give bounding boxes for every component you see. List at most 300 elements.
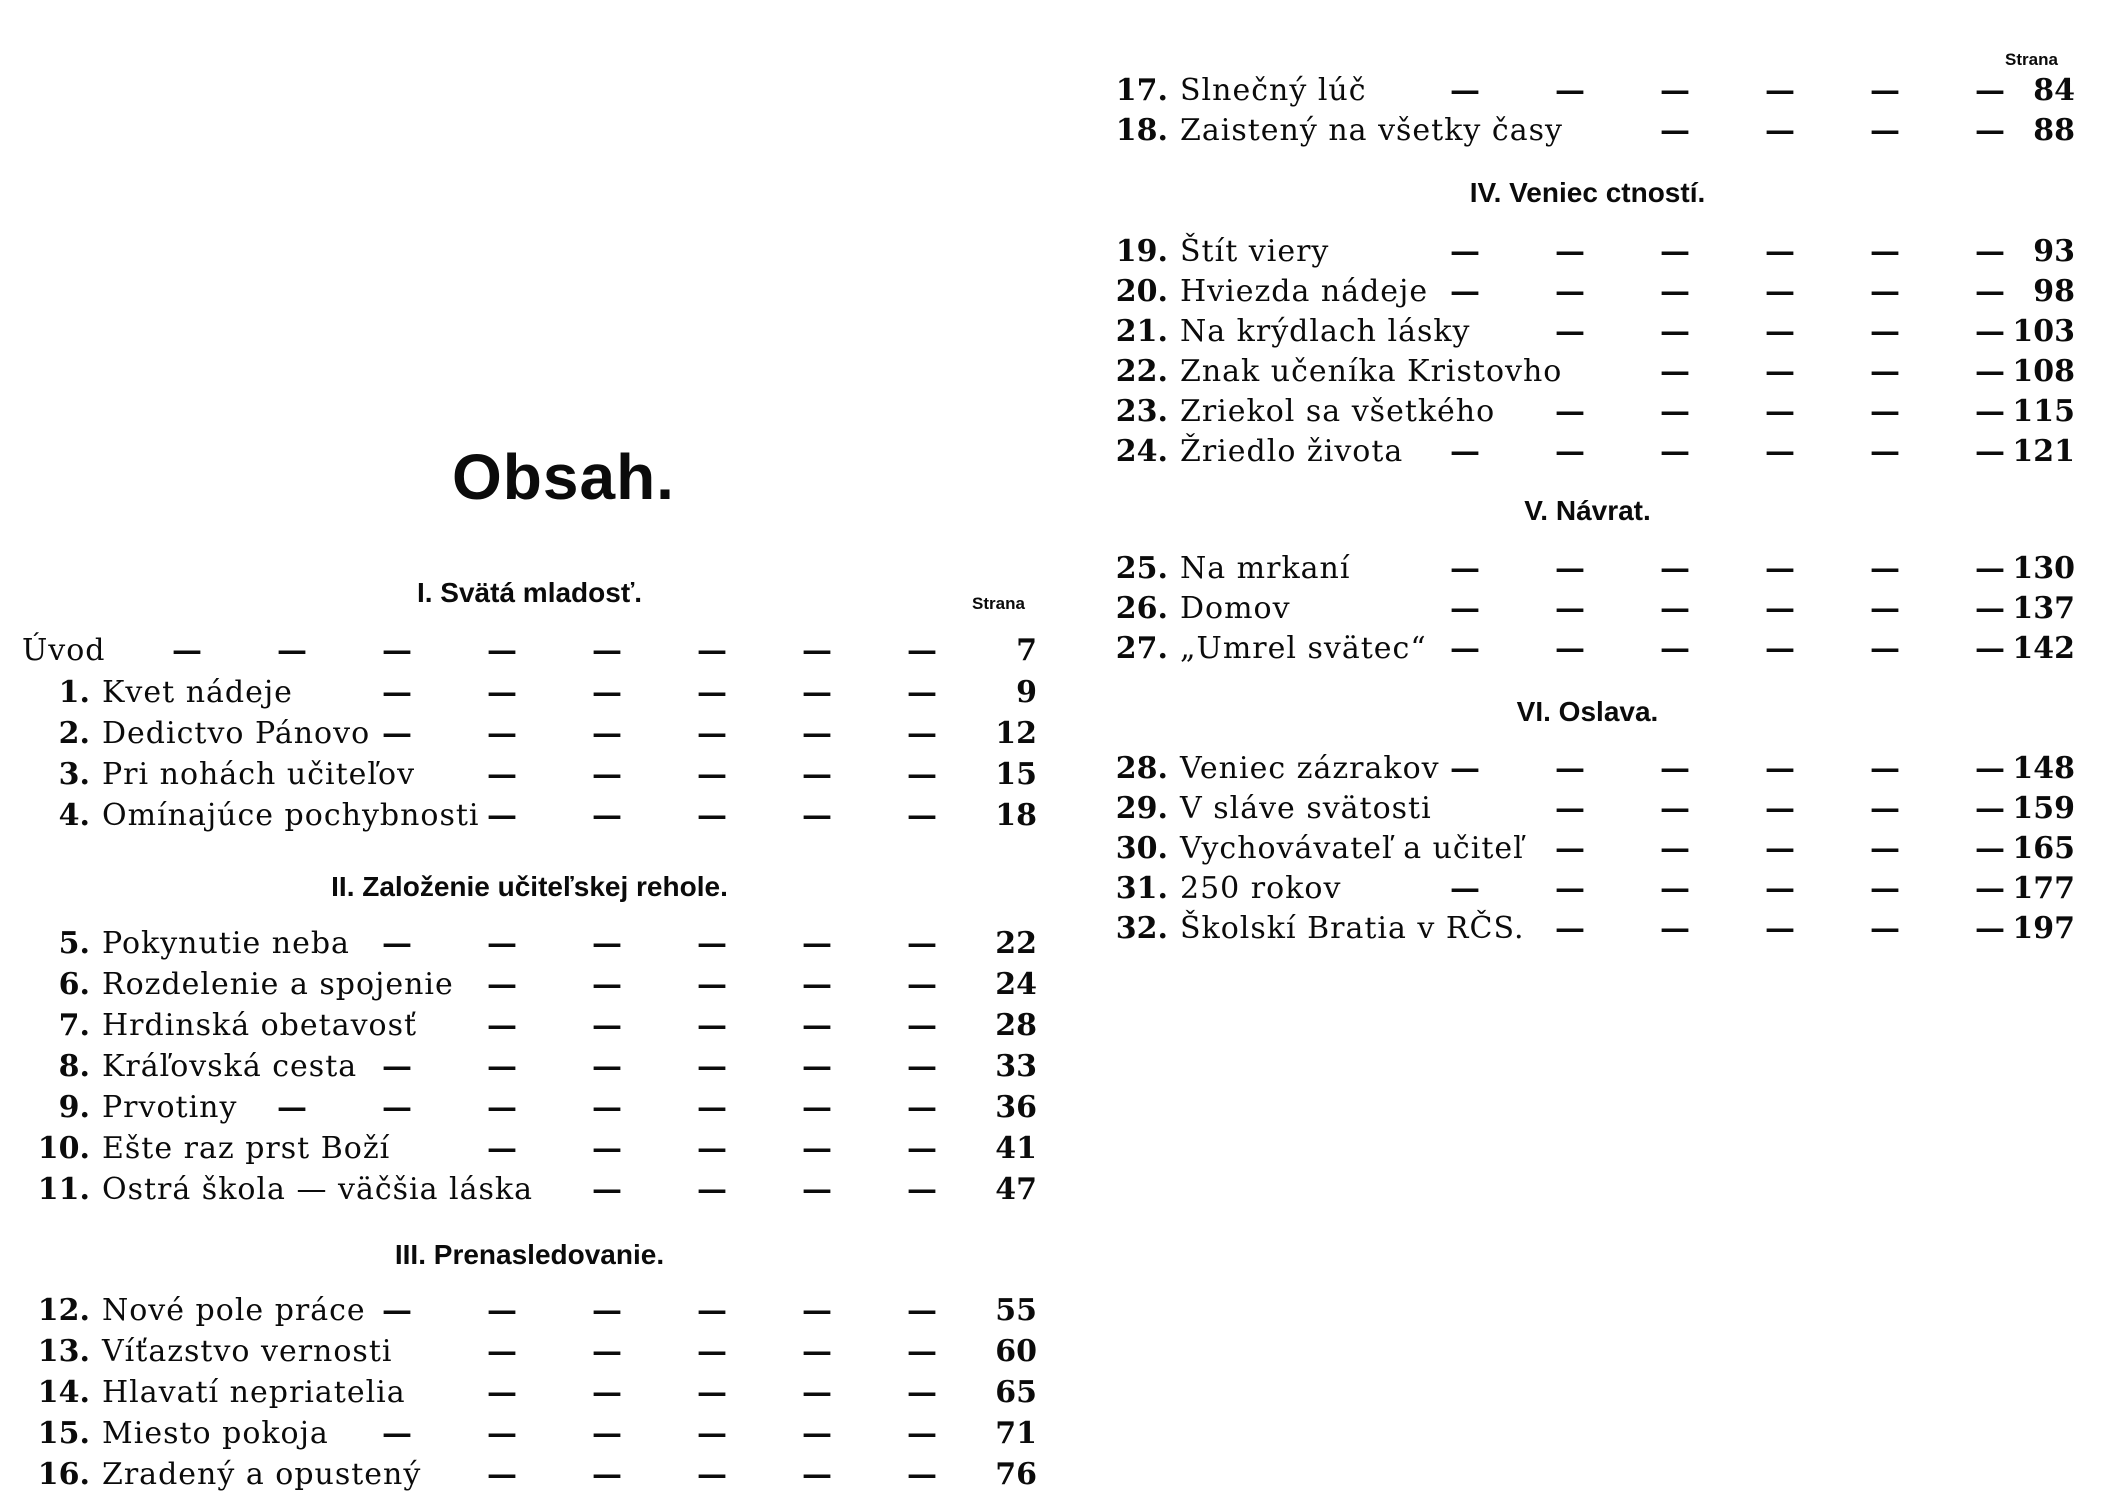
leader-dash: —: [1555, 791, 1585, 826]
entry-number: 10.: [37, 1131, 90, 1166]
entry-title: Nové pole práce: [102, 1293, 366, 1328]
leader-dash: —: [1765, 831, 1795, 866]
leader-dash: —: [1765, 871, 1795, 906]
entry-number: 17.: [1115, 73, 1168, 108]
toc-entry: [22, 965, 1037, 1005]
leader-dash: —: [382, 1416, 412, 1451]
leader-dash: —: [1975, 871, 2005, 906]
leader-dash: —: [1450, 434, 1480, 469]
entry-number: 26.: [1115, 591, 1168, 626]
leader-dash: —: [907, 1131, 937, 1166]
entry-page-number: 84: [2033, 73, 2075, 108]
entry-page-number: 93: [2033, 234, 2075, 269]
leader-dash: —: [1660, 631, 1690, 666]
leader-dash: —: [802, 675, 832, 710]
leader-dash: —: [1765, 434, 1795, 469]
leader-dash: —: [1765, 791, 1795, 826]
entry-title: Školskí Bratia v RČS.: [1180, 911, 1525, 946]
leader-dash: —: [487, 1334, 517, 1369]
leader-dash: —: [697, 798, 727, 833]
entry-title: Znak učeníka Kristovho: [1180, 354, 1563, 389]
toc-entry: [1100, 909, 2075, 949]
leader-dash: —: [1555, 73, 1585, 108]
toc-entry: [22, 1088, 1037, 1128]
entry-title: V sláve svätosti: [1180, 791, 1432, 826]
leader-dash: —: [697, 1090, 727, 1125]
toc-entry: [1100, 432, 2075, 472]
entry-number: 23.: [1115, 394, 1168, 429]
leader-dash: —: [1555, 274, 1585, 309]
toc-entry: [22, 1414, 1037, 1454]
section-heading: I. Svätá mladosť.: [416, 577, 643, 608]
entry-number: 12.: [37, 1293, 90, 1328]
entry-title: Ešte raz prst Boží: [102, 1131, 391, 1166]
leader-dash: —: [1660, 314, 1690, 349]
leader-dash: —: [1450, 871, 1480, 906]
leader-dash: —: [592, 967, 622, 1002]
toc-entry: [1100, 869, 2075, 909]
toc-entry: [1100, 749, 2075, 789]
entry-page-number: 103: [2012, 314, 2075, 349]
toc-entry: [22, 1047, 1037, 1087]
entry-title: Prvotiny: [102, 1090, 238, 1125]
leader-dash: —: [1870, 831, 1900, 866]
entry-title: Rozdelenie a spojenie: [102, 967, 454, 1002]
leader-dash: —: [592, 675, 622, 710]
entry-page-number: 137: [2012, 591, 2075, 626]
entry-number: 5.: [58, 926, 90, 961]
leader-dash: —: [802, 633, 832, 668]
entry-number: 9.: [58, 1090, 90, 1125]
leader-dash: —: [697, 1457, 727, 1492]
leader-dash: —: [907, 1049, 937, 1084]
entry-title: Kvet nádeje: [102, 675, 293, 710]
entry-page-number: 142: [2012, 631, 2075, 666]
leader-dash: —: [592, 633, 622, 668]
leader-dash: —: [802, 1131, 832, 1166]
entry-number: 14.: [37, 1375, 90, 1410]
strana-label-left: Strana: [972, 594, 1025, 613]
leader-dash: —: [697, 675, 727, 710]
leader-dash: —: [592, 798, 622, 833]
entry-number: 2.: [58, 716, 90, 751]
leader-dash: —: [382, 926, 412, 961]
leader-dash: —: [1660, 831, 1690, 866]
leader-dash: —: [592, 1293, 622, 1328]
entry-page-number: 36: [995, 1090, 1037, 1125]
leader-dash: —: [802, 716, 832, 751]
leader-dash: —: [1975, 73, 2005, 108]
toc-entry: [22, 755, 1037, 795]
leader-dash: —: [1660, 591, 1690, 626]
leader-dash: —: [1870, 911, 1900, 946]
leader-dash: —: [1555, 394, 1585, 429]
leader-dash: —: [172, 633, 202, 668]
leader-dash: —: [802, 1457, 832, 1492]
leader-dash: —: [1660, 73, 1690, 108]
leader-dash: —: [1660, 551, 1690, 586]
leader-dash: —: [802, 1416, 832, 1451]
leader-dash: —: [1450, 234, 1480, 269]
entry-title: Pri nohách učiteľov: [102, 757, 416, 792]
leader-dash: —: [1870, 551, 1900, 586]
entry-title: Na mrkaní: [1180, 551, 1351, 586]
leader-dash: —: [1450, 751, 1480, 786]
leader-dash: —: [1450, 551, 1480, 586]
leader-dash: —: [487, 1090, 517, 1125]
leader-dash: —: [1975, 831, 2005, 866]
leader-dash: —: [697, 926, 727, 961]
leader-dash: —: [1975, 551, 2005, 586]
entry-page-number: 28: [995, 1008, 1037, 1043]
leader-dash: —: [907, 1293, 937, 1328]
section-heading: V. Návrat.: [1524, 495, 1651, 526]
leader-dash: —: [1765, 274, 1795, 309]
leader-dash: —: [1555, 234, 1585, 269]
leader-dash: —: [1660, 113, 1690, 148]
entry-title: Miesto pokoja: [102, 1416, 329, 1451]
toc-entry: [22, 714, 1037, 754]
leader-dash: —: [1870, 434, 1900, 469]
leader-dash: —: [1660, 354, 1690, 389]
entry-page-number: 22: [995, 926, 1037, 961]
leader-dash: —: [1975, 911, 2005, 946]
entry-page-number: 33: [995, 1049, 1037, 1084]
leader-dash: —: [697, 1416, 727, 1451]
toc-entry: [22, 673, 1037, 713]
entry-number: 20.: [1115, 274, 1168, 309]
toc-entry: [22, 631, 1037, 671]
entry-title: Žriedlo života: [1180, 434, 1404, 469]
leader-dash: —: [802, 1375, 832, 1410]
leader-dash: —: [1555, 591, 1585, 626]
leader-dash: —: [1555, 831, 1585, 866]
leader-dash: —: [592, 1416, 622, 1451]
entry-page-number: 197: [2012, 911, 2075, 946]
strana-label-right: Strana: [2005, 50, 2058, 69]
leader-dash: —: [1975, 434, 2005, 469]
entry-title: Kráľovská cesta: [102, 1049, 358, 1084]
leader-dash: —: [1975, 631, 2005, 666]
leader-dash: —: [1870, 234, 1900, 269]
leader-dash: —: [1975, 274, 2005, 309]
leader-dash: —: [277, 1090, 307, 1125]
leader-dash: —: [1660, 274, 1690, 309]
leader-dash: —: [1975, 394, 2005, 429]
leader-dash: —: [1660, 911, 1690, 946]
entry-title: Dedictvo Pánovo: [102, 716, 371, 751]
leader-dash: —: [1555, 751, 1585, 786]
entry-page-number: 24: [995, 967, 1037, 1002]
leader-dash: —: [1765, 911, 1795, 946]
entry-title: Štít viery: [1180, 234, 1330, 269]
leader-dash: —: [907, 1334, 937, 1369]
leader-dash: —: [592, 1375, 622, 1410]
toc-entry: [1100, 392, 2075, 432]
leader-dash: —: [1660, 751, 1690, 786]
leader-dash: —: [1765, 631, 1795, 666]
toc-entry: [1100, 829, 2075, 869]
entry-page-number: 115: [2012, 394, 2075, 429]
toc-entry: [1100, 71, 2075, 111]
entry-number: 28.: [1115, 751, 1168, 786]
leader-dash: —: [697, 1008, 727, 1043]
leader-dash: —: [487, 1375, 517, 1410]
leader-dash: —: [592, 1131, 622, 1166]
leader-dash: —: [697, 1131, 727, 1166]
leader-dash: —: [907, 675, 937, 710]
toc-entry: [1100, 312, 2075, 352]
leader-dash: —: [1765, 591, 1795, 626]
leader-dash: —: [487, 1008, 517, 1043]
entry-page-number: 76: [995, 1457, 1037, 1492]
leader-dash: —: [907, 633, 937, 668]
leader-dash: —: [592, 1457, 622, 1492]
leader-dash: —: [1450, 631, 1480, 666]
leader-dash: —: [907, 1416, 937, 1451]
leader-dash: —: [802, 1172, 832, 1207]
toc-entry: [1100, 549, 2075, 589]
leader-dash: —: [697, 967, 727, 1002]
leader-dash: —: [382, 675, 412, 710]
leader-dash: —: [1870, 113, 1900, 148]
entry-title: 250 rokov: [1180, 871, 1342, 906]
entry-number: 21.: [1115, 314, 1168, 349]
leader-dash: —: [382, 1090, 412, 1125]
toc-entry: [1100, 629, 2075, 669]
leader-dash: —: [1555, 911, 1585, 946]
leader-dash: —: [1870, 274, 1900, 309]
entry-title: Hrdinská obetavosť: [102, 1008, 418, 1043]
leader-dash: —: [1870, 871, 1900, 906]
toc-entry: [22, 1332, 1037, 1372]
entry-page-number: 130: [2012, 551, 2075, 586]
entry-page-number: 121: [2012, 434, 2075, 469]
entry-page-number: 159: [2012, 791, 2075, 826]
leader-dash: —: [697, 1293, 727, 1328]
entry-page-number: 12: [995, 716, 1037, 751]
leader-dash: —: [907, 1457, 937, 1492]
leader-dash: —: [1870, 354, 1900, 389]
entry-number: 29.: [1115, 791, 1168, 826]
leader-dash: —: [697, 1049, 727, 1084]
leader-dash: —: [907, 1008, 937, 1043]
leader-dash: —: [487, 757, 517, 792]
leader-dash: —: [1870, 394, 1900, 429]
entry-page-number: 60: [995, 1334, 1037, 1369]
leader-dash: —: [277, 633, 307, 668]
toc-entry: [22, 1291, 1037, 1331]
entry-page-number: 177: [2012, 871, 2075, 906]
entry-number: 13.: [37, 1334, 90, 1369]
toc-entry: [22, 1455, 1037, 1495]
entry-number: 18.: [1115, 113, 1168, 148]
leader-dash: —: [802, 1008, 832, 1043]
leader-dash: —: [1975, 791, 2005, 826]
entry-title: Na krýdlach lásky: [1180, 314, 1471, 349]
leader-dash: —: [802, 1293, 832, 1328]
leader-dash: —: [487, 1049, 517, 1084]
leader-dash: —: [1660, 791, 1690, 826]
section-heading: III. Prenasledovanie.: [394, 1239, 665, 1270]
leader-dash: —: [907, 1090, 937, 1125]
entry-page-number: 9: [1016, 675, 1037, 710]
leader-dash: —: [487, 1416, 517, 1451]
leader-dash: —: [1765, 394, 1795, 429]
toc-entry: [22, 796, 1037, 836]
entry-number: 11.: [37, 1172, 90, 1207]
leader-dash: —: [1975, 234, 2005, 269]
leader-dash: —: [802, 757, 832, 792]
leader-dash: —: [1555, 871, 1585, 906]
leader-dash: —: [697, 1375, 727, 1410]
leader-dash: —: [592, 1049, 622, 1084]
leader-dash: —: [1975, 113, 2005, 148]
leader-dash: —: [1450, 73, 1480, 108]
entry-page-number: 98: [2033, 274, 2075, 309]
leader-dash: —: [1975, 314, 2005, 349]
entry-title: Hviezda nádeje: [1180, 274, 1429, 309]
entry-page-number: 47: [995, 1172, 1037, 1207]
entry-number: 27.: [1115, 631, 1168, 666]
leader-dash: —: [802, 1334, 832, 1369]
toc-entry: [1100, 272, 2075, 312]
leader-dash: —: [1555, 631, 1585, 666]
entry-title: Zaistený na všetky časy: [1180, 113, 1563, 148]
entry-number: 24.: [1115, 434, 1168, 469]
leader-dash: —: [1555, 434, 1585, 469]
entry-number: 22.: [1115, 354, 1168, 389]
leader-dash: —: [1450, 591, 1480, 626]
leader-dash: —: [907, 798, 937, 833]
entry-page-number: 55: [995, 1293, 1037, 1328]
toc-entry: [22, 1129, 1037, 1169]
entry-page-number: 7: [1016, 633, 1037, 668]
entry-number: 30.: [1115, 831, 1168, 866]
leader-dash: —: [907, 716, 937, 751]
leader-dash: —: [1765, 234, 1795, 269]
entry-title: Zradený a opustený: [102, 1457, 422, 1492]
toc-entry: [22, 1170, 1037, 1210]
entry-page-number: 165: [2012, 831, 2075, 866]
entry-number: 6.: [58, 967, 90, 1002]
leader-dash: —: [1870, 631, 1900, 666]
leader-dash: —: [1450, 274, 1480, 309]
leader-dash: —: [487, 675, 517, 710]
leader-dash: —: [1555, 314, 1585, 349]
leader-dash: —: [592, 1172, 622, 1207]
leader-dash: —: [487, 967, 517, 1002]
toc-entry: [1100, 789, 2075, 829]
leader-dash: —: [907, 926, 937, 961]
leader-dash: —: [1765, 551, 1795, 586]
page-title: Obsah.: [452, 441, 675, 513]
leader-dash: —: [1870, 314, 1900, 349]
leader-dash: —: [802, 967, 832, 1002]
entry-title: „Umrel svätec“: [1180, 631, 1427, 666]
leader-dash: —: [1660, 434, 1690, 469]
leader-dash: —: [697, 716, 727, 751]
toc-entry: [1100, 111, 2075, 151]
leader-dash: —: [907, 1375, 937, 1410]
leader-dash: —: [487, 926, 517, 961]
leader-dash: —: [592, 1008, 622, 1043]
leader-dash: —: [1870, 591, 1900, 626]
entry-page-number: 71: [995, 1416, 1037, 1451]
leader-dash: —: [1660, 871, 1690, 906]
entry-number: 1.: [58, 675, 90, 710]
leader-dash: —: [1660, 234, 1690, 269]
entry-title: Zriekol sa všetkého: [1180, 394, 1496, 429]
leader-dash: —: [697, 1172, 727, 1207]
entry-title: Víťazstvo vernosti: [102, 1334, 393, 1369]
entry-number: 15.: [37, 1416, 90, 1451]
entry-page-number: 65: [995, 1375, 1037, 1410]
entry-title: Ostrá škola — väčšia láska: [102, 1172, 533, 1207]
leader-dash: —: [487, 633, 517, 668]
leader-dash: —: [592, 926, 622, 961]
leader-dash: —: [1765, 751, 1795, 786]
leader-dash: —: [382, 1049, 412, 1084]
leader-dash: —: [487, 716, 517, 751]
entry-number: 32.: [1115, 911, 1168, 946]
section-heading: II. Založenie učiteľskej rehole.: [331, 871, 728, 902]
leader-dash: —: [907, 757, 937, 792]
leader-dash: —: [1765, 314, 1795, 349]
toc-entry: [1100, 352, 2075, 392]
entry-number: 3.: [58, 757, 90, 792]
toc-entry: [22, 1373, 1037, 1413]
entry-number: 8.: [58, 1049, 90, 1084]
leader-dash: —: [1975, 354, 2005, 389]
leader-dash: —: [592, 1090, 622, 1125]
leader-dash: —: [487, 1457, 517, 1492]
entry-title: Hlavatí nepriatelia: [102, 1375, 406, 1410]
leader-dash: —: [802, 1049, 832, 1084]
section-heading: VI. Oslava.: [1516, 696, 1659, 727]
leader-dash: —: [697, 1334, 727, 1369]
leader-dash: —: [907, 967, 937, 1002]
leader-dash: —: [1870, 73, 1900, 108]
entry-title: Domov: [1180, 591, 1291, 626]
leader-dash: —: [907, 1172, 937, 1207]
entry-title: Vychovávateľ a učiteľ: [1180, 831, 1524, 866]
leader-dash: —: [487, 798, 517, 833]
leader-dash: —: [1765, 113, 1795, 148]
leader-dash: —: [1555, 551, 1585, 586]
leader-dash: —: [487, 1131, 517, 1166]
leader-dash: —: [1765, 354, 1795, 389]
entry-number: 25.: [1115, 551, 1168, 586]
leader-dash: —: [1765, 73, 1795, 108]
leader-dash: —: [802, 798, 832, 833]
leader-dash: —: [1975, 751, 2005, 786]
entry-page-number: 18: [995, 798, 1037, 833]
toc-entry: [1100, 232, 2075, 272]
entry-title: Úvod: [22, 633, 106, 668]
entry-number: 16.: [37, 1457, 90, 1492]
leader-dash: —: [592, 757, 622, 792]
leader-dash: —: [802, 926, 832, 961]
leader-dash: —: [487, 1293, 517, 1328]
toc-entry: [22, 924, 1037, 964]
leader-dash: —: [1975, 591, 2005, 626]
entry-title: Slnečný lúč: [1180, 73, 1367, 108]
entry-number: 19.: [1115, 234, 1168, 269]
entry-page-number: 15: [995, 757, 1037, 792]
section-heading: IV. Veniec ctností.: [1469, 177, 1706, 208]
leader-dash: —: [382, 1293, 412, 1328]
